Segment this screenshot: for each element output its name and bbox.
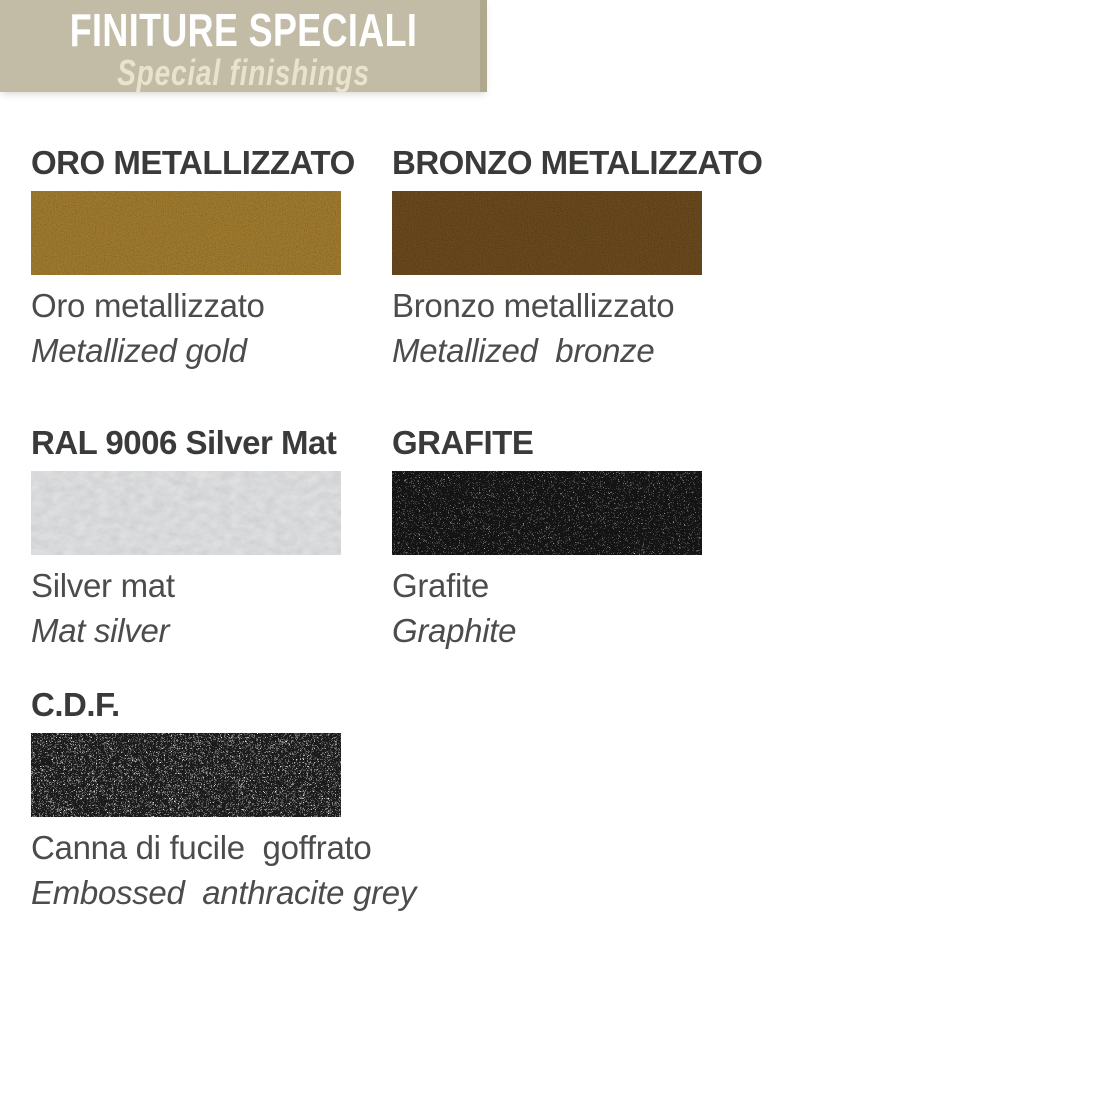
page-subtitle: Special finishings [117, 52, 370, 93]
page-title: FINITURE SPECIALI [69, 4, 418, 56]
finish-label-italian: Grafite [392, 567, 489, 604]
finish-heading: C.D.F. [31, 686, 120, 723]
finish-label-italian: Canna di fucile goffrato [31, 829, 372, 866]
finish-label-english: Graphite [392, 612, 517, 649]
banner-text [54, 0, 434, 92]
swatch-graphite [392, 471, 702, 555]
finish-section-graphite [392, 424, 822, 653]
swatch-gold [31, 191, 341, 275]
finish-label-italian: Oro metallizzato [31, 287, 265, 324]
finish-heading: GRAFITE [392, 424, 534, 461]
finish-section-cdf [31, 686, 461, 915]
finish-label-italian: Bronzo metallizzato [392, 287, 675, 324]
finish-heading: BRONZO METALIZZATO [392, 144, 763, 181]
finish-label-english: Metallized gold [31, 332, 247, 369]
finish-label-italian: Silver mat [31, 567, 175, 604]
swatch-bronze [392, 191, 702, 275]
finish-label-english: Embossed anthracite grey [31, 874, 417, 911]
banner-edge-shade [480, 0, 487, 92]
swatch-silver-mat [31, 471, 341, 555]
header-banner [0, 0, 487, 92]
finish-heading: ORO METALLIZZATO [31, 144, 355, 181]
finish-section-bronze [392, 144, 822, 373]
finish-heading: RAL 9006 Silver Mat [31, 424, 337, 461]
swatch-cdf [31, 733, 341, 817]
finish-label-english: Mat silver [31, 612, 170, 649]
finish-label-english: Metallized bronze [392, 332, 655, 369]
